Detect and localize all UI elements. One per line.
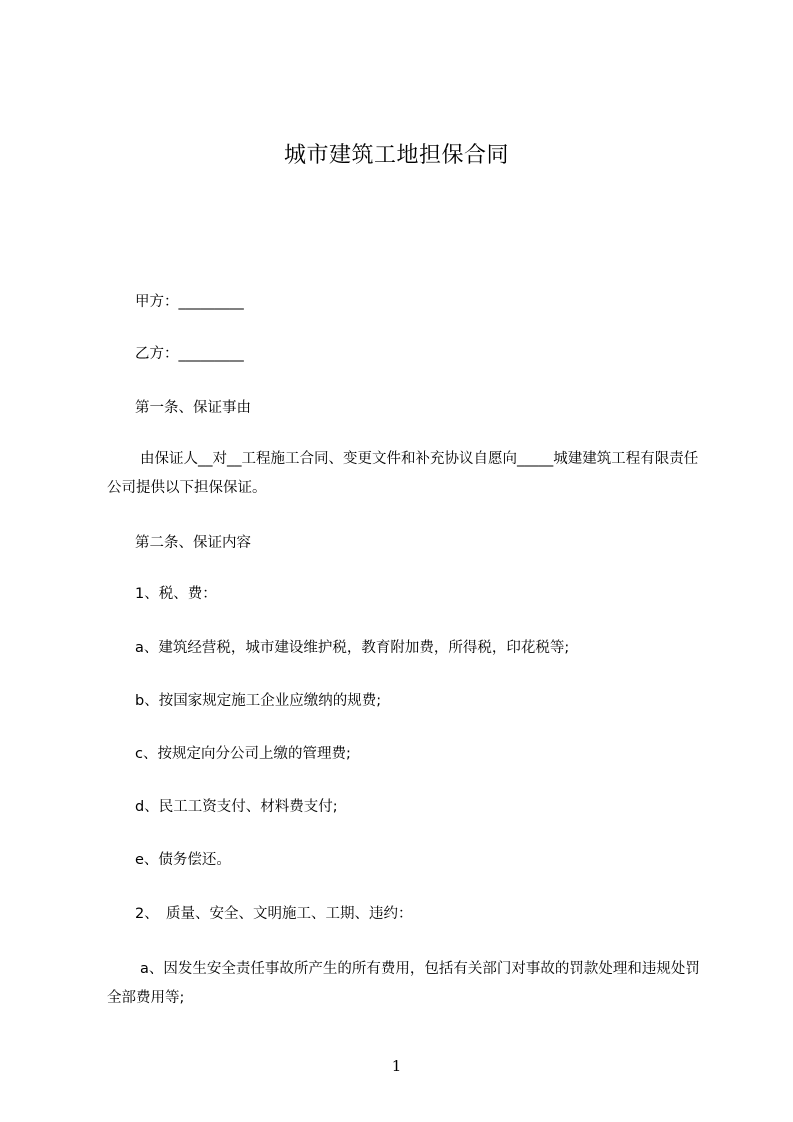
item-2-label: 2、 质量、安全、文明施工、工期、违约： [135,906,413,922]
item-1d: d、民工工资支付、材料费支付; [135,799,338,815]
party-a-line: 甲方：_________ [135,294,244,310]
article-1-heading: 第一条、保证事由 [135,400,251,416]
item-1-label: 1、税、费： [135,586,217,602]
article-1-body-text: 由保证人__对__工程施工合同、变更文件和补充协议自愿向_____城建建筑工程有限责任公司提供以下担保保证。 [107,451,699,496]
article-1-body [107,445,707,503]
item-2a [107,955,707,1013]
item-2a-text: a、因发生安全责任事故所产生的所有费用，包括有关部门对事故的罚款处理和违规处罚全部费用等; [107,961,700,1006]
article-2-heading: 第二条、保证内容 [135,535,251,551]
page-number: 1 [391,1057,402,1075]
document-title: 城市建筑工地担保合同 [283,143,509,168]
item-1c: c、按规定向分公司上缴的管理费; [135,746,351,762]
item-1e: e、债务偿还。 [135,852,231,868]
item-1b: b、按国家规定施工企业应缴纳的规费; [135,693,382,709]
party-b-line: 乙方：_________ [135,346,244,362]
item-1a: a、建筑经营税，城市建设维护税，教育附加费，所得税，印花税等; [135,640,570,656]
